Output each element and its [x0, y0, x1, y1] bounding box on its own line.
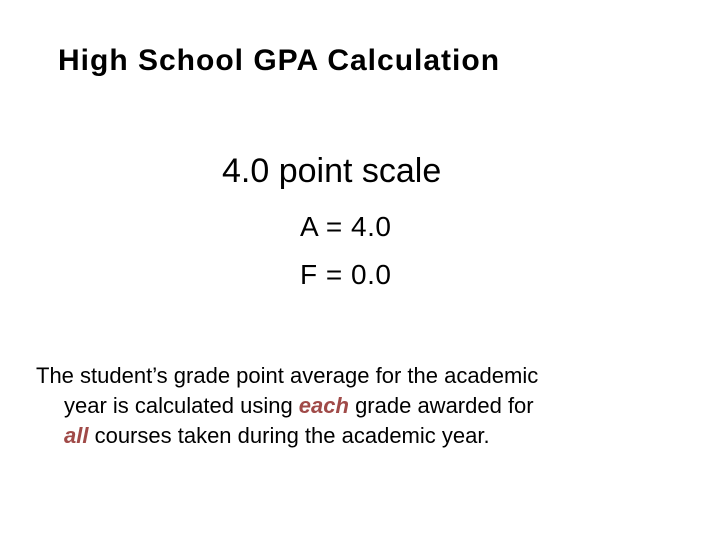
- body-line-3: [36, 421, 696, 451]
- scale-heading: 4.0 point scale: [222, 152, 442, 190]
- emphasis-all: all: [64, 423, 89, 448]
- body-line-3-end: courses taken during the academic year.: [88, 423, 490, 448]
- body-line-1: The student’s grade point average for the academic: [36, 363, 539, 388]
- scale-line-a: A = 4.0: [300, 211, 392, 242]
- emphasis-each: each: [298, 393, 349, 418]
- body-line-2-start: year is calculated using: [64, 393, 299, 418]
- body-line-2: [36, 391, 696, 421]
- slide-title: High School GPA Calculation: [58, 44, 501, 77]
- body-paragraph: [36, 361, 696, 451]
- body-line-2-end: grade awarded for: [348, 393, 534, 418]
- scale-line-f: F = 0.0: [300, 259, 392, 290]
